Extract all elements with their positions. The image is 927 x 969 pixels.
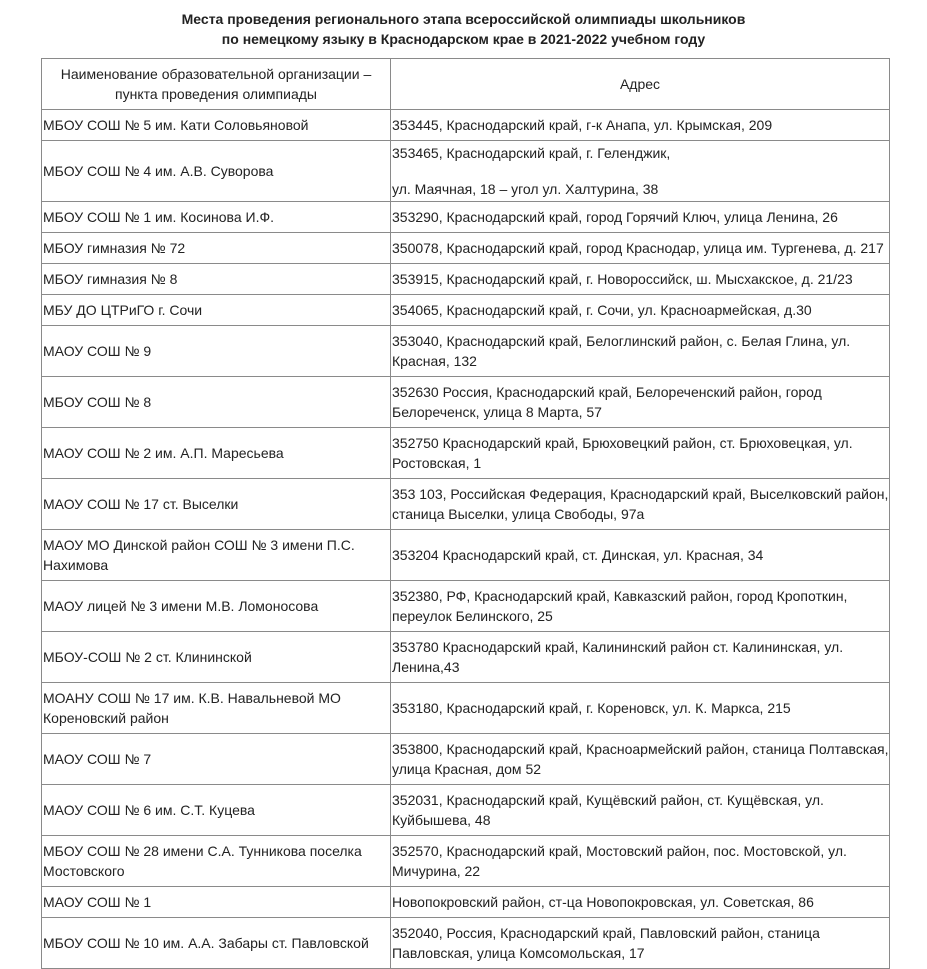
- address-cell: [391, 141, 890, 202]
- title-line-1: Места проведения регионального этапа всероссийской олимпиады школьников: [181, 11, 746, 27]
- table-row: [42, 202, 890, 233]
- address-cell: Новопокровский район, ст-ца Новопокровская, ул. Советская, 86: [391, 887, 890, 918]
- table-row: [42, 479, 890, 530]
- table-header-row: [42, 59, 890, 110]
- header-address: Адрес: [391, 59, 890, 110]
- address-line: 353465, Краснодарский край, г. Геленджик,: [392, 145, 671, 161]
- address-cell: 352570, Краснодарский край, Мостовский район, пос. Мостовской, ул. Мичурина, 22: [391, 836, 890, 887]
- org-cell: МАОУ СОШ № 9: [42, 326, 391, 377]
- org-cell: МБОУ СОШ № 4 им. А.В. Суворова: [42, 141, 391, 202]
- address-cell: 353915, Краснодарский край, г. Новороссийск, ш. Мысхакское, д. 21/23: [391, 264, 890, 295]
- org-cell: МБОУ СОШ № 10 им. А.А. Забары ст. Павловской: [42, 918, 391, 969]
- address-cell: 353040, Краснодарский край, Белоглинский район, с. Белая Глина, ул. Красная, 132: [391, 326, 890, 377]
- org-cell: МАОУ лицей № 3 имени М.В. Ломоносова: [42, 581, 391, 632]
- address-cell: 352750 Краснодарский край, Брюховецкий район, ст. Брюховецкая, ул. Ростовская, 1: [391, 428, 890, 479]
- address-cell: 353290, Краснодарский край, город Горячий Ключ, улица Ленина, 26: [391, 202, 890, 233]
- org-cell: МБУ ДО ЦТРиГО г. Сочи: [42, 295, 391, 326]
- table-row: [42, 233, 890, 264]
- table-row: [42, 428, 890, 479]
- table-row: [42, 295, 890, 326]
- address-line: ул. Маячная, 18 – угол ул. Халтурина, 38: [392, 181, 659, 197]
- address-cell: 354065, Краснодарский край, г. Сочи, ул. Красноармейская, д.30: [391, 295, 890, 326]
- org-cell: МБОУ СОШ № 8: [42, 377, 391, 428]
- org-cell: МОАНУ СОШ № 17 им. К.В. Навальневой МО Кореновский район: [42, 683, 391, 734]
- table-row: [42, 530, 890, 581]
- org-cell: МБОУ СОШ № 5 им. Кати Соловьяновой: [42, 110, 391, 141]
- org-cell: МБОУ-СОШ № 2 ст. Клининской: [42, 632, 391, 683]
- address-cell: 353780 Краснодарский край, Калининский район ст. Калининская, ул. Ленина,43: [391, 632, 890, 683]
- title-line-2: по немецкому языку в Краснодарском крае в 2021-2022 учебном году: [221, 31, 706, 47]
- org-cell: МБОУ СОШ № 28 имени С.А. Тунникова поселка Мостовского: [42, 836, 391, 887]
- address-cell: 352040, Россия, Краснодарский край, Павловский район, станица Павловская, улица Комсомольская, 17: [391, 918, 890, 969]
- org-cell: МБОУ СОШ № 1 им. Косинова И.Ф.: [42, 202, 391, 233]
- table-row: [42, 264, 890, 295]
- address-cell: 352031, Краснодарский край, Кущёвский район, ст. Кущёвская, ул. Куйбышева, 48: [391, 785, 890, 836]
- address-cell: 350078, Краснодарский край, город Краснодар, улица им. Тургенева, д. 217: [391, 233, 890, 264]
- table-row: [42, 377, 890, 428]
- address-cell: 353445, Краснодарский край, г-к Анапа, ул. Крымская, 209: [391, 110, 890, 141]
- venues-table: [41, 58, 890, 969]
- org-cell: МАОУ СОШ № 1: [42, 887, 391, 918]
- address-cell: 353 103, Российская Федерация, Краснодарский край, Выселковский район, станица Выселки, улица Свободы, 97а: [391, 479, 890, 530]
- header-org: Наименование образовательной организации – пункта проведения олимпиады: [42, 59, 391, 110]
- table-row: [42, 836, 890, 887]
- table-row: [42, 110, 890, 141]
- table-row: [42, 683, 890, 734]
- org-cell: МАОУ СОШ № 7: [42, 734, 391, 785]
- org-cell: МАОУ СОШ № 17 ст. Выселки: [42, 479, 391, 530]
- table-row: [42, 918, 890, 969]
- table-row: [42, 632, 890, 683]
- address-cell: 352630 Россия, Краснодарский край, Белореченский район, город Белореченск, улица 8 Марта, 57: [391, 377, 890, 428]
- table-row: [42, 581, 890, 632]
- table-row: [42, 785, 890, 836]
- org-cell: МАОУ МО Динской район СОШ № 3 имени П.С. Нахимова: [42, 530, 391, 581]
- table-row: [42, 887, 890, 918]
- org-cell: МАОУ СОШ № 6 им. С.Т. Куцева: [42, 785, 391, 836]
- table-row: [42, 326, 890, 377]
- table-row: [42, 734, 890, 785]
- address-cell: 352380, РФ, Краснодарский край, Кавказский район, город Кропоткин, переулок Белинского, 25: [391, 581, 890, 632]
- org-cell: МБОУ гимназия № 72: [42, 233, 391, 264]
- address-cell: 353800, Краснодарский край, Красноармейский район, станица Полтавская, улица Красная, дом 52: [391, 734, 890, 785]
- org-cell: МАОУ СОШ № 2 им. А.П. Маресьева: [42, 428, 391, 479]
- org-cell: МБОУ гимназия № 8: [42, 264, 391, 295]
- page-title: [0, 9, 927, 49]
- address-cell: 353204 Краснодарский край, ст. Динская, ул. Красная, 34: [391, 530, 890, 581]
- table-row: [42, 141, 890, 202]
- address-cell: 353180, Краснодарский край, г. Кореновск, ул. К. Маркса, 215: [391, 683, 890, 734]
